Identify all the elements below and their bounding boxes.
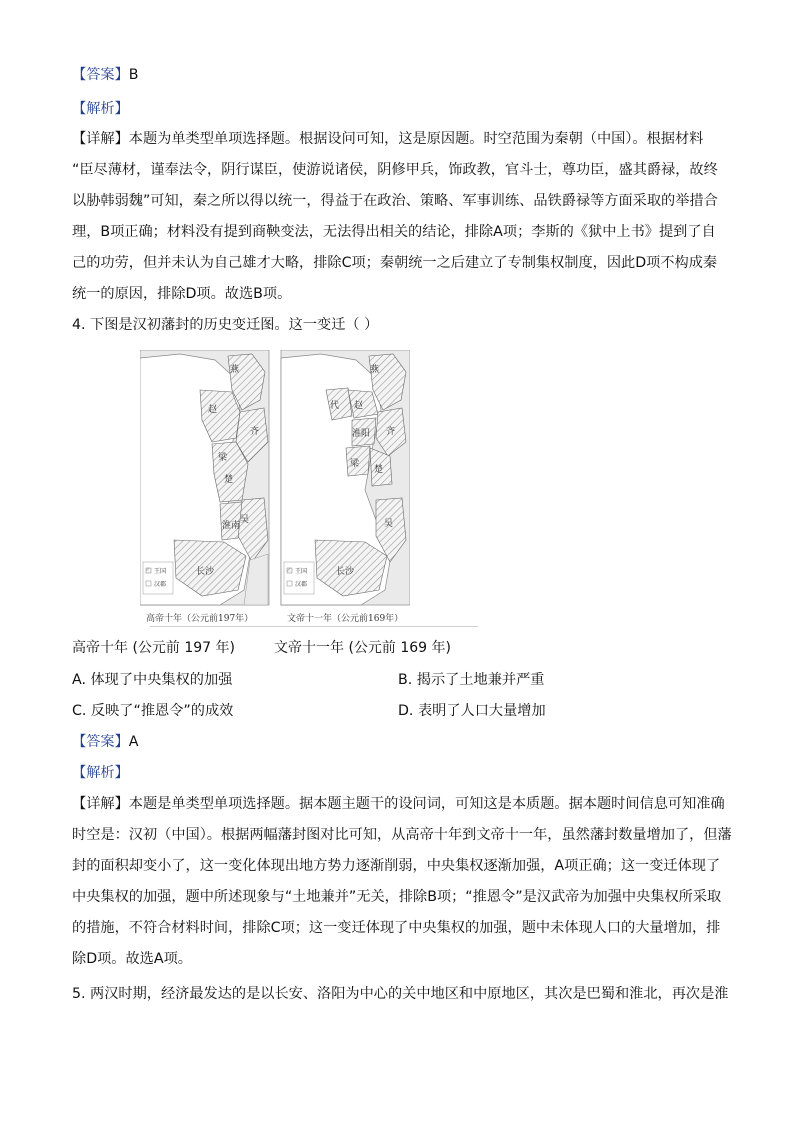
map-right-label-chu: 楚: [374, 465, 384, 475]
q4-option-d: D. 表明了人口大量增加: [398, 703, 546, 719]
map-right-legend-kingdom: 王国: [295, 568, 308, 575]
q3-answer-tag: 【答案】: [72, 67, 129, 83]
q4-answer-value: A: [128, 734, 139, 750]
map-right-label-wu: 吴: [384, 519, 394, 529]
q4-answer-tag: 【答案】: [72, 734, 129, 750]
map-right-label-huaiyang: 淮阳: [352, 429, 371, 439]
map-left-legend-commandery: 汉郡: [154, 581, 167, 588]
map-right-label-qi: 齐: [386, 427, 396, 437]
q5-stem: 5. 两汉时期，经济最发达的是以长安、洛阳为中心的关中地区和中原地区，其次是巴蜀和淮北，再次是淮: [72, 986, 729, 1002]
map-left-legend-kingdom: 王国: [154, 568, 167, 575]
q4-detail-line-4: 中央集权的加强，题中所述现象与“土地兼并”无关，排除B项；“推恩令”是汉武帝为加强中央集权所采取: [72, 889, 722, 905]
map-right-label-yan: 燕: [370, 365, 380, 375]
q4-analysis-tag: 【解析】: [72, 765, 129, 781]
map-right-label-liang: 梁: [350, 459, 360, 469]
q4-option-a: A. 体现了中央集权的加强: [72, 672, 233, 688]
q4-map-left: [140, 350, 269, 624]
map-left-label-chu: 楚: [224, 475, 234, 485]
map-left-label-wu: 吴: [240, 515, 250, 525]
map-right-label-zhao: 赵: [354, 401, 364, 411]
q4-map-figure: [140, 350, 410, 626]
q4-detail-line-5: 的措施，不符合材料时间，排除C项；这一变迁体现了中央集权的加强，题中未体现人口的大量增加，排: [72, 920, 721, 936]
map-left-label-yan: 燕: [230, 365, 240, 375]
q3-detail-line-1: 【详解】本题为单类型单项选择题。根据设问可知，这是原因题。时空范围为秦朝（中国）。根据材料: [72, 131, 704, 147]
q4-detail-line-3: 封的面积却变小了，这一变化体现出地方势力逐渐削弱，中央集权逐渐加强，A项正确；这一变迁体现了: [72, 858, 721, 874]
map-divider: [150, 626, 478, 627]
map-right-legend-commandery: 汉郡: [295, 581, 308, 588]
q3-detail-line-2: “臣尽薄材，谨奉法令，阴行谋臣，使游说诸侯，阴修甲兵，饰政教，官斗士，尊功臣，盛其爵禄，故终: [72, 162, 718, 178]
q4-option-b: B. 揭示了土地兼并严重: [398, 672, 545, 688]
q4-option-c: C. 反映了“推恩令”的成效: [72, 703, 234, 719]
map-left-label-huainan: 淮南: [222, 521, 241, 531]
map-left-label-zhao: 赵: [208, 405, 218, 415]
q3-answer-line: [72, 64, 724, 86]
map-right-label-changsha: 长沙: [336, 567, 355, 577]
map-left-label-changsha: 长沙: [196, 567, 215, 577]
map-left-label-qi: 齐: [250, 427, 260, 437]
q3-analysis-tag: 【解析】: [72, 101, 129, 117]
q3-answer-value: B: [128, 67, 139, 83]
q4-stem: 4. 下图是汉初藩封的历史变迁图。这一变迁（ ）: [72, 317, 379, 333]
q4-detail-line-2: 时空是：汉初（中国）。根据两幅藩封图对比可知，从高帝十年到文帝十一年，虽然藩封数量增加了，但藩: [72, 827, 732, 843]
q3-detail-line-4: 理，B项正确；材料没有提到商鞅变法，无法得出相关的结论，排除A项；李斯的《狱中上书》提到了自: [72, 224, 716, 240]
q4-caption-right: 文帝十一年 (公元前 169 年): [274, 640, 451, 656]
q4-map-right: [281, 350, 410, 624]
map-left-caption: 高帝十年（公元前197年）: [146, 614, 254, 624]
map-right-label-dai: 代: [330, 401, 340, 411]
q4-caption-left: 高帝十年 (公元前 197 年): [72, 640, 235, 656]
map-right-caption: 文帝十一年（公元前169年）: [287, 614, 404, 624]
q4-answer-line: [72, 731, 724, 753]
q3-detail-line-6: 统一的原因，排除D项。故选B项。: [72, 286, 292, 302]
q3-detail-line-3: 以胁韩弱魏”可知，秦之所以得以统一，得益于在政治、策略、军事训练、品铁爵禄等方面采取的举措合: [72, 193, 718, 209]
q3-detail-line-5: 己的功劳，但并未认为自己雄才大略，排除C项；秦朝统一之后建立了专制集权制度，因此D项不构成秦: [72, 255, 718, 271]
q4-detail-line-1: 【详解】本题是单类型单项选择题。据本题主题干的设问词，可知这是本质题。据本题时间信息可知准确: [72, 796, 725, 812]
q4-detail-line-6: 除D项。故选A项。: [72, 951, 192, 967]
map-left-label-liang: 梁: [218, 453, 228, 463]
